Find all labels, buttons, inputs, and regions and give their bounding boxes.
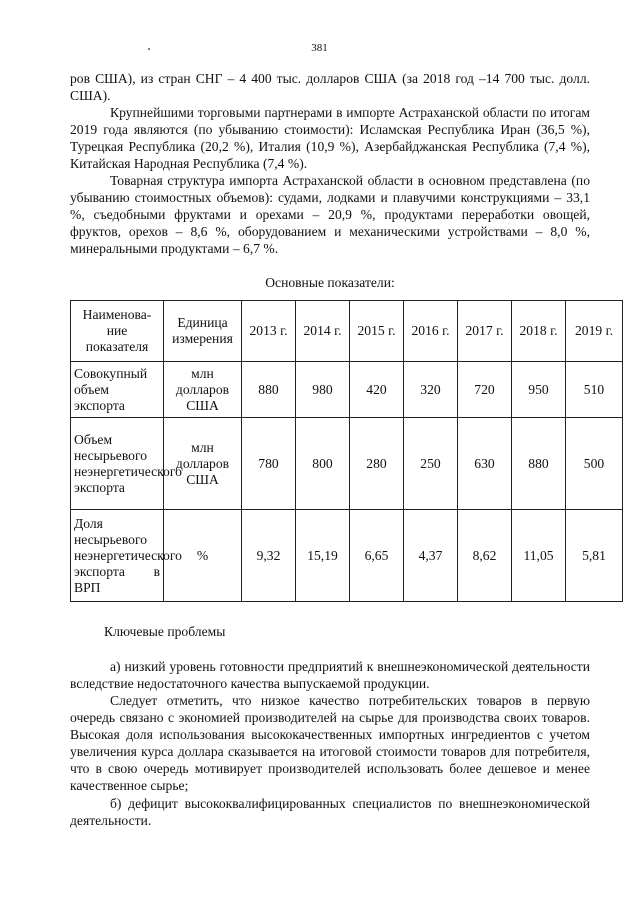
table-cell: 5,81: [566, 510, 623, 602]
table-cell: 15,19: [296, 510, 350, 602]
column-header: Наименова-ние показателя: [71, 301, 164, 362]
table-caption: Основные показатели:: [265, 275, 395, 290]
table-cell: 880: [512, 418, 566, 510]
table-cell: 320: [404, 362, 458, 418]
column-header: 2014 г.: [296, 301, 350, 362]
scan-speck: [148, 48, 150, 50]
column-header: 2017 г.: [458, 301, 512, 362]
problem-a: а) низкий уровень готовности предприятий к внешнеэкономической деятельности вследствие недостаточного качества выпускаемой продукции.: [70, 659, 590, 691]
paragraph-import-structure: Товарная структура импорта Астраханской области в основном представлена (по убыванию стоимостных объемов): судами, лодками и плавучими конструкциями – 33,1 %, съедобными фруктами и орехами – 20,9 %, продуктами переработки овощей, фруктов, орехов – 8,6 %, оборудованием и механическими устройствами – 8,0 %, минеральными продуктами – 6,7 %.: [70, 173, 590, 256]
table-cell: 9,32: [242, 510, 296, 602]
table-cell: 500: [566, 418, 623, 510]
row-label: Совокупный объем экспорта: [71, 362, 164, 418]
table-cell: 4,37: [404, 510, 458, 602]
paragraph-import-partners: Крупнейшими торговыми партнерами в импорте Астраханской области по итогам 2019 года являются (по убыванию стоимости): Исламская Республика Иран (36,5 %), Турецкая Республика (20,2 %), Италия (10,9 %), Азербайджанская Республика (7,4 %), Китайская Народная Республика (7,4 %).: [70, 105, 590, 171]
table-cell: 720: [458, 362, 512, 418]
table-cell: %: [164, 510, 242, 602]
table-cell: 6,65: [350, 510, 404, 602]
table-row: [71, 418, 623, 510]
table-row: [71, 362, 623, 418]
table-cell: 880: [242, 362, 296, 418]
page-number: 381: [311, 42, 328, 54]
table-cell: 250: [404, 418, 458, 510]
column-header: 2016 г.: [404, 301, 458, 362]
column-header: Единица измерения: [164, 301, 242, 362]
table-cell: 510: [566, 362, 623, 418]
problem-a-explanation: Следует отметить, что низкое качество потребительских товаров в первую очередь связано с экономией производителей на сырье для производства своих товаров. Высокая доля использования высококачественных импортных ингредиентов с учетом увеличения курса доллара сказывается на итоговой стоимости товаров для потребителя, что в свою очередь мотивирует производителей использовать более дешевое и менее качественное сырье;: [70, 693, 590, 793]
column-header: 2018 г.: [512, 301, 566, 362]
paragraph-export-cis: ров США), из стран СНГ – 4 400 тыс. долларов США (за 2018 год –14 700 тыс. долл. США).: [70, 71, 590, 103]
table-cell: млн долларов США: [164, 418, 242, 510]
table-row: [71, 510, 623, 602]
table-cell: 280: [350, 418, 404, 510]
column-header: 2013 г.: [242, 301, 296, 362]
column-header: 2015 г.: [350, 301, 404, 362]
table-cell: 11,05: [512, 510, 566, 602]
table-cell: 980: [296, 362, 350, 418]
row-label: Объем несырьевого неэнергетического экспорта: [71, 418, 164, 510]
table-cell: 630: [458, 418, 512, 510]
table-cell: млн долларов США: [164, 362, 242, 418]
problem-b: б) дефицит высококвалифицированных специалистов по внешнеэкономической деятельности.: [70, 796, 590, 828]
column-header: 2019 г.: [566, 301, 623, 362]
table-cell: 420: [350, 362, 404, 418]
table-cell: 780: [242, 418, 296, 510]
table-cell: 950: [512, 362, 566, 418]
table-cell: 8,62: [458, 510, 512, 602]
indicators-table: [70, 300, 623, 602]
row-label: Доля несырьевого неэнергетического экспорта в ВРП: [71, 510, 164, 602]
section-heading: Ключевые проблемы: [104, 624, 226, 639]
table-cell: 800: [296, 418, 350, 510]
table-header-row: [71, 301, 623, 362]
